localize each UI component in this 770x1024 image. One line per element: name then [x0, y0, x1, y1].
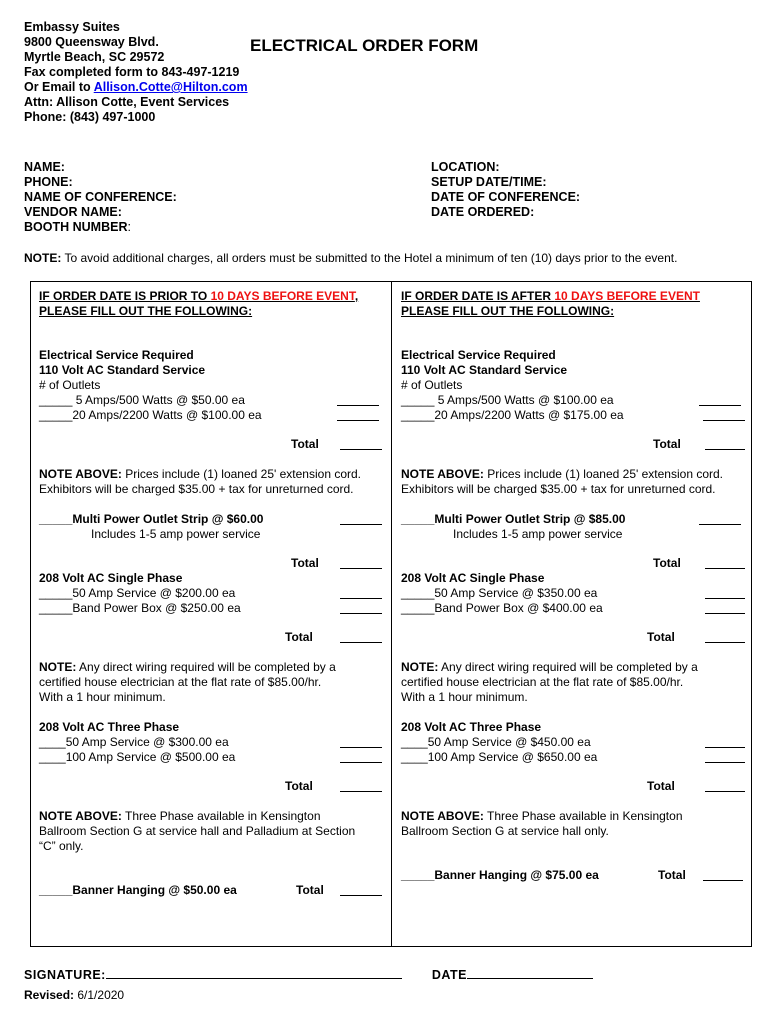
late-total-blank-5[interactable]: [703, 869, 743, 881]
late-band-power-box[interactable]: _____Band Power Box @ $400.00 ea: [401, 601, 603, 615]
signature-line[interactable]: [106, 968, 402, 979]
early-three-50amp[interactable]: ____50 Amp Service @ $300.00 ea: [39, 735, 229, 749]
late-single-50amp-blank[interactable]: [705, 587, 745, 599]
late-order-column: [401, 282, 753, 946]
early-band-power-box[interactable]: _____Band Power Box @ $250.00 ea: [39, 601, 241, 615]
late-total-label-5: Total: [658, 868, 686, 882]
early-power-strip[interactable]: _____Multi Power Outlet Strip @ $60.00: [39, 512, 264, 526]
late-cord-note: NOTE ABOVE: Prices include (1) loaned 25' extension cord.: [401, 467, 723, 481]
signature-row: [24, 968, 593, 982]
late-three-phase-note-line2: Ballroom Section G at service hall only.: [401, 824, 609, 838]
email-instruction: Or Email to Allison.Cotte@Hilton.com: [24, 80, 248, 94]
early-total-label-1: Total: [291, 437, 319, 451]
setup-datetime-field-label: SETUP DATE/TIME:: [431, 175, 547, 189]
conference-date-field-label: DATE OF CONFERENCE:: [431, 190, 581, 204]
late-three-50amp[interactable]: ____50 Amp Service @ $450.00 ea: [401, 735, 591, 749]
early-total-blank-1[interactable]: [340, 438, 382, 450]
phone-line: Phone: (843) 497-1000: [24, 110, 156, 124]
email-link[interactable]: Allison.Cotte@Hilton.com: [93, 80, 248, 94]
phone-field-label: PHONE:: [24, 175, 73, 189]
early-item-5amp[interactable]: _____ 5 Amps/500 Watts @ $50.00 ea: [39, 393, 245, 407]
early-power-strip-blank[interactable]: [340, 513, 382, 525]
late-total-label-2: Total: [653, 556, 681, 570]
early-single-phase-title: 208 Volt AC Single Phase: [39, 571, 183, 585]
date-line[interactable]: [467, 968, 593, 979]
early-three-50amp-blank[interactable]: [340, 736, 382, 748]
early-three-phase-note-line2: Ballroom Section G at service hall and Palladium at Section: [39, 824, 356, 838]
early-outlets-label: # of Outlets: [39, 378, 101, 392]
late-item-5amp[interactable]: _____ 5 Amps/500 Watts @ $100.00 ea: [401, 393, 614, 407]
late-wiring-note-line2: certified house electrician at the flat rate of $85.00/hr.: [401, 675, 684, 689]
conference-name-field-label: NAME OF CONFERENCE:: [24, 190, 177, 204]
late-item-20amp[interactable]: _____20 Amps/2200 Watts @ $175.00 ea: [401, 408, 624, 422]
name-field-label: NAME:: [24, 160, 65, 174]
form-title: ELECTRICAL ORDER FORM: [250, 36, 479, 55]
late-band-power-box-blank[interactable]: [705, 602, 745, 614]
early-service-subtitle: 110 Volt AC Standard Service: [39, 363, 206, 377]
info-right: [431, 160, 580, 220]
late-total-blank-3[interactable]: [705, 631, 745, 643]
early-banner-hanging[interactable]: _____Banner Hanging @ $50.00 ea: [39, 883, 237, 897]
late-total-blank-1[interactable]: [705, 438, 745, 450]
info-left: [24, 160, 177, 235]
hotel-address-line1: 9800 Queensway Blvd.: [24, 35, 159, 49]
early-three-100amp-blank[interactable]: [340, 751, 382, 763]
signature-label: SIGNATURE:: [24, 968, 106, 982]
early-power-strip-sub: Includes 1-5 amp power service: [91, 527, 261, 541]
late-power-strip-blank[interactable]: [699, 513, 741, 525]
early-cord-note-line2: Exhibitors will be charged $35.00 + tax for unreturned cord.: [39, 482, 354, 496]
late-three-phase-title: 208 Volt AC Three Phase: [401, 720, 542, 734]
late-wiring-note: NOTE: Any direct wiring required will be completed by a: [401, 660, 698, 674]
early-three-100amp[interactable]: ____100 Amp Service @ $500.00 ea: [39, 750, 236, 764]
late-single-50amp[interactable]: _____50 Amp Service @ $350.00 ea: [401, 586, 598, 600]
revised-line: Revised: 6/1/2020: [24, 988, 125, 1002]
early-total-label-4: Total: [285, 779, 313, 793]
early-total-label-5: Total: [296, 883, 324, 897]
early-heading-line2: PLEASE FILL OUT THE FOLLOWING:: [39, 304, 253, 318]
deadline-note: NOTE: To avoid additional charges, all orders must be submitted to the Hotel a minimum of ten (10) days prior to the event.: [24, 251, 678, 265]
late-item-5amp-blank[interactable]: [699, 394, 741, 406]
date-ordered-field-label: DATE ORDERED:: [431, 205, 535, 219]
late-total-label-1: Total: [653, 437, 681, 451]
fax-instruction: Fax completed form to 843-497-1219: [24, 65, 240, 79]
late-three-50amp-blank[interactable]: [705, 736, 745, 748]
early-three-phase-title: 208 Volt AC Three Phase: [39, 720, 180, 734]
revised-label: Revised: [24, 988, 71, 1002]
early-heading: IF ORDER DATE IS PRIOR TO 10 DAYS BEFORE EVENT,: [39, 289, 359, 303]
late-single-phase-title: 208 Volt AC Single Phase: [401, 571, 545, 585]
early-single-50amp[interactable]: _____50 Amp Service @ $200.00 ea: [39, 586, 236, 600]
early-total-blank-2[interactable]: [340, 557, 382, 569]
early-total-label-3: Total: [285, 630, 313, 644]
late-power-strip-sub: Includes 1-5 amp power service: [453, 527, 623, 541]
early-item-20amp-blank[interactable]: [337, 409, 379, 421]
late-cord-note-line2: Exhibitors will be charged $35.00 + tax for unreturned cord.: [401, 482, 716, 496]
early-total-blank-4[interactable]: [340, 780, 382, 792]
vendor-name-field-label: VENDOR NAME:: [24, 205, 122, 219]
early-total-label-2: Total: [291, 556, 319, 570]
late-wiring-note-line3: With a 1 hour minimum.: [401, 690, 528, 704]
late-total-label-4: Total: [647, 779, 675, 793]
early-total-blank-5[interactable]: [340, 884, 382, 896]
late-total-label-3: Total: [647, 630, 675, 644]
early-item-20amp[interactable]: _____20 Amps/2200 Watts @ $100.00 ea: [39, 408, 262, 422]
late-total-blank-2[interactable]: [705, 557, 745, 569]
early-item-5amp-blank[interactable]: [337, 394, 379, 406]
revised-date: 6/1/2020: [77, 988, 125, 1002]
late-item-20amp-blank[interactable]: [703, 409, 745, 421]
early-wiring-note-line2: certified house electrician at the flat rate of $85.00/hr.: [39, 675, 322, 689]
late-three-100amp[interactable]: ____100 Amp Service @ $650.00 ea: [401, 750, 598, 764]
early-order-column: [39, 282, 391, 946]
early-three-phase-note-line3: “C” only.: [39, 839, 84, 853]
booth-number-field-label: BOOTH NUMBER:: [24, 220, 131, 234]
attention-line: Attn: Allison Cotte, Event Services: [24, 95, 230, 109]
late-service-title: Electrical Service Required: [401, 348, 556, 362]
early-band-power-box-blank[interactable]: [340, 602, 382, 614]
early-service-title: Electrical Service Required: [39, 348, 194, 362]
late-outlets-label: # of Outlets: [401, 378, 463, 392]
hotel-address-line2: Myrtle Beach, SC 29572: [24, 50, 165, 64]
late-heading-line2: PLEASE FILL OUT THE FOLLOWING:: [401, 304, 615, 318]
early-three-phase-note: NOTE ABOVE: Three Phase available in Kensington: [39, 809, 321, 823]
late-power-strip[interactable]: _____Multi Power Outlet Strip @ $85.00: [401, 512, 626, 526]
late-service-subtitle: 110 Volt AC Standard Service: [401, 363, 568, 377]
column-divider: [391, 281, 392, 947]
early-wiring-note-line3: With a 1 hour minimum.: [39, 690, 166, 704]
location-field-label: LOCATION:: [431, 160, 500, 174]
date-label: DATE: [431, 968, 467, 982]
late-heading: IF ORDER DATE IS AFTER 10 DAYS BEFORE EVENT: [401, 289, 700, 303]
late-total-blank-4[interactable]: [705, 780, 745, 792]
early-single-50amp-blank[interactable]: [340, 587, 382, 599]
late-banner-hanging[interactable]: _____Banner Hanging @ $75.00 ea: [401, 868, 599, 882]
late-three-100amp-blank[interactable]: [705, 751, 745, 763]
early-total-blank-3[interactable]: [340, 631, 382, 643]
late-three-phase-note: NOTE ABOVE: Three Phase available in Kensington: [401, 809, 683, 823]
hotel-name: Embassy Suites: [24, 20, 120, 34]
early-cord-note: NOTE ABOVE: Prices include (1) loaned 25' extension cord.: [39, 467, 361, 481]
early-wiring-note: NOTE: Any direct wiring required will be completed by a: [39, 660, 336, 674]
hotel-header: [24, 20, 248, 125]
